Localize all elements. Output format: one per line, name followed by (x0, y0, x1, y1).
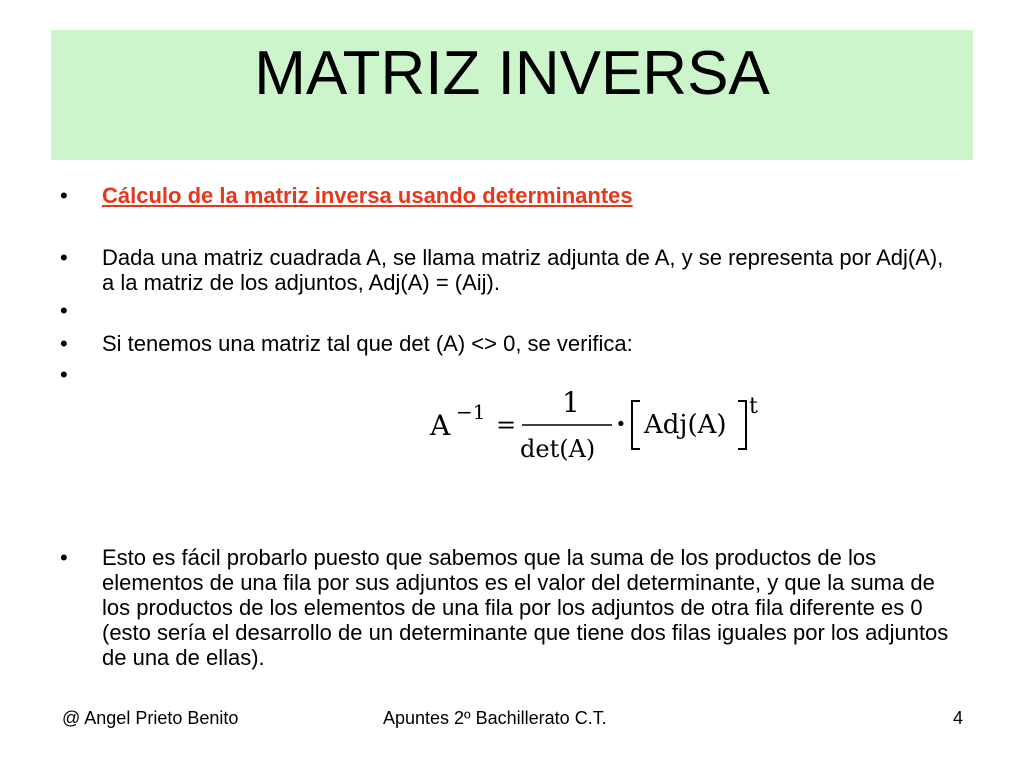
inverse-matrix-formula (428, 385, 768, 475)
footer-course: Apuntes 2º Bachillerato C.T. (383, 708, 607, 728)
left-bracket-icon (632, 401, 640, 449)
bullet-icon: • (60, 245, 68, 270)
bullet-icon: • (60, 545, 68, 570)
list-item (60, 245, 960, 295)
right-bracket-icon (738, 401, 746, 449)
formula-numerator: 1 (562, 386, 580, 419)
section-heading: Cálculo de la matriz inversa usando determinantes (102, 183, 633, 208)
bullet-icon: • (60, 362, 68, 387)
footer-author: @ Angel Prieto Benito (62, 708, 239, 728)
bullet-icon: • (60, 183, 68, 208)
page-title: MATRIZ INVERSA (254, 39, 770, 108)
formula-adjoint: Adj(A) (644, 410, 727, 440)
formula-denominator: det(A) (520, 435, 596, 463)
list-item (60, 331, 960, 356)
explanation-text: Esto es fácil probarlo puesto que sabemos que la suma de los productos de los elementos de una fila por sus adjuntos es el valor del determinante, y que la suma de los productos de los elementos de una fila por los adjuntos de otra fila diferente es 0 (esto sería el desarrollo de un determinante que tiene dos filas iguales por los adjuntos de una de ellas). (102, 545, 949, 670)
formula-dot: · (616, 407, 626, 440)
footer-page-number: 4 (953, 708, 964, 728)
bullet-icon: • (60, 331, 68, 356)
definition-text: Dada una matriz cuadrada A, se llama matriz adjunta de A, y se representa por Adj(A), a la matriz de los adjuntos, Adj(A) = (Aij). (102, 245, 944, 295)
list-item (60, 183, 960, 208)
list-item (60, 545, 960, 670)
formula-transpose: t (749, 394, 758, 419)
formula-lhs-base: A (430, 409, 451, 442)
formula-lhs-exponent: −1 (456, 400, 486, 424)
formula-equals: = (496, 411, 517, 439)
condition-text: Si tenemos una matriz tal que det (A) <> 0, se verifica: (102, 331, 633, 356)
bullet-icon: • (60, 298, 68, 323)
